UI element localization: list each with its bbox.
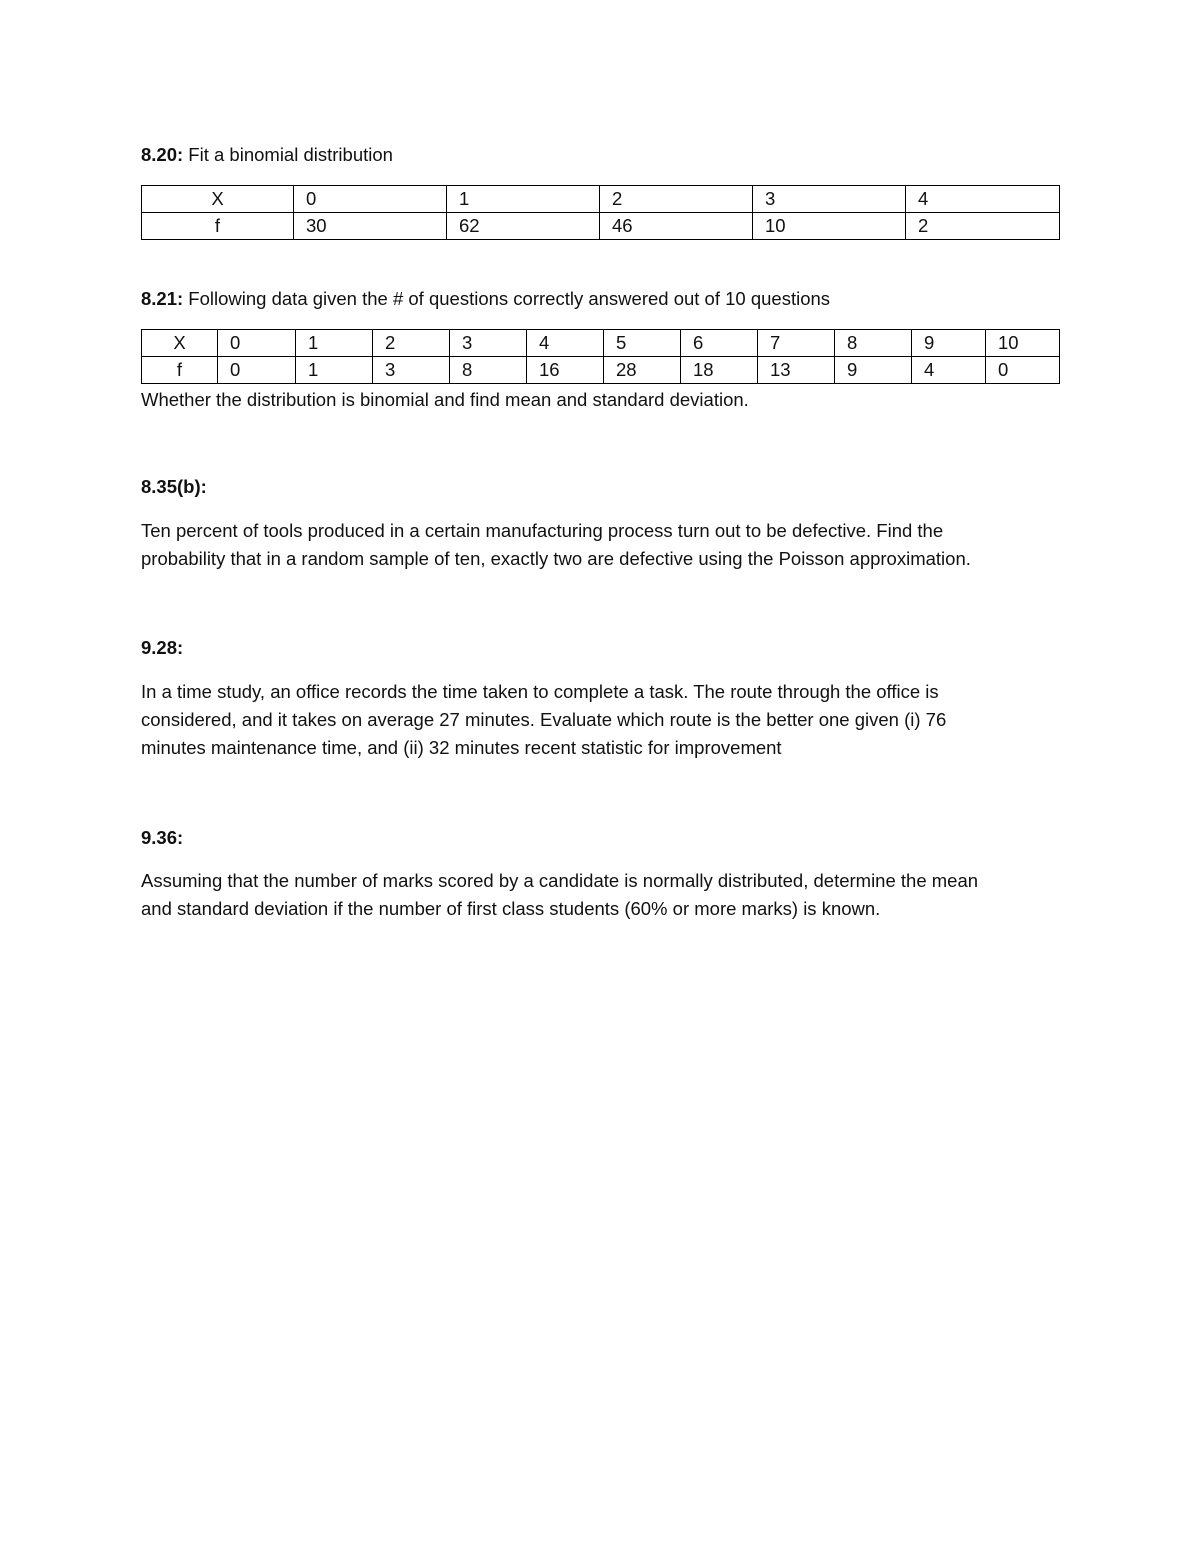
table-cell: 13 bbox=[758, 357, 835, 384]
table-row bbox=[142, 357, 1060, 384]
table-cell: 8 bbox=[835, 330, 912, 357]
question-9-28-text bbox=[141, 678, 1059, 762]
question-number: 8.21: bbox=[141, 288, 184, 309]
table-cell: 2 bbox=[373, 330, 450, 357]
question-text: Fit a binomial distribution bbox=[183, 144, 393, 165]
table-cell: 3 bbox=[450, 330, 527, 357]
question-8-20-heading bbox=[141, 141, 1059, 169]
table-cell: 4 bbox=[906, 186, 1060, 213]
table-cell: 0 bbox=[218, 330, 296, 357]
paragraph-line: minutes maintenance time, and (ii) 32 minutes recent statistic for improvement bbox=[141, 737, 782, 758]
question-8-35b-text bbox=[141, 517, 1059, 573]
table-cell: 3 bbox=[373, 357, 450, 384]
paragraph-line: Ten percent of tools produced in a certain manufacturing process turn out to be defective. Find the bbox=[141, 520, 944, 541]
table-cell: f bbox=[142, 357, 218, 384]
table-cell: 4 bbox=[912, 357, 986, 384]
table-cell: 2 bbox=[906, 213, 1060, 240]
table-row bbox=[142, 213, 1060, 240]
table-cell: 5 bbox=[604, 330, 681, 357]
table-cell: 0 bbox=[294, 186, 447, 213]
table-cell: 9 bbox=[835, 357, 912, 384]
table-8-20 bbox=[141, 185, 1059, 240]
question-9-28-heading: 9.28: bbox=[141, 637, 184, 658]
question-number: 8.20: bbox=[141, 144, 184, 165]
question-8-21-heading bbox=[141, 285, 1059, 313]
table-cell: 9 bbox=[912, 330, 986, 357]
question-9-36-heading: 9.36: bbox=[141, 827, 184, 848]
question-text: Following data given the # of questions correctly answered out of 10 questions bbox=[183, 288, 831, 309]
table-cell: 46 bbox=[600, 213, 753, 240]
question-8-35b-heading: 8.35(b): bbox=[141, 476, 207, 497]
paragraph-line: probability that in a random sample of ten, exactly two are defective using the Poisson approximation. bbox=[141, 548, 971, 569]
table-cell: 1 bbox=[296, 330, 373, 357]
table-cell: 0 bbox=[986, 357, 1060, 384]
table-cell: X bbox=[142, 330, 218, 357]
table-cell: X bbox=[142, 186, 294, 213]
table-cell: 7 bbox=[758, 330, 835, 357]
table-cell: 1 bbox=[296, 357, 373, 384]
paragraph-line: and standard deviation if the number of first class students (60% or more marks) is known. bbox=[141, 898, 881, 919]
table-cell: 10 bbox=[753, 213, 906, 240]
table-cell: 30 bbox=[294, 213, 447, 240]
table-cell: 62 bbox=[447, 213, 600, 240]
table-cell: 28 bbox=[604, 357, 681, 384]
table-cell: 2 bbox=[600, 186, 753, 213]
table-row bbox=[142, 330, 1060, 357]
table-cell: 6 bbox=[681, 330, 758, 357]
table-cell: 3 bbox=[753, 186, 906, 213]
table-cell: 18 bbox=[681, 357, 758, 384]
table-cell: 16 bbox=[527, 357, 604, 384]
table-cell: 1 bbox=[447, 186, 600, 213]
paragraph-line: In a time study, an office records the time taken to complete a task. The route through the office is bbox=[141, 681, 939, 702]
paragraph-line: Assuming that the number of marks scored by a candidate is normally distributed, determine the mean bbox=[141, 870, 979, 891]
question-9-36-text bbox=[141, 867, 1059, 923]
table-cell: 0 bbox=[218, 357, 296, 384]
table-cell: 10 bbox=[986, 330, 1060, 357]
table-cell: 4 bbox=[527, 330, 604, 357]
table-8-21 bbox=[141, 329, 1059, 384]
paragraph-line: considered, and it takes on average 27 minutes. Evaluate which route is the better one given (i) 76 bbox=[141, 709, 947, 730]
table-cell: f bbox=[142, 213, 294, 240]
table-row bbox=[142, 186, 1060, 213]
question-8-21-followup: Whether the distribution is binomial and find mean and standard deviation. bbox=[141, 389, 749, 410]
table-cell: 8 bbox=[450, 357, 527, 384]
